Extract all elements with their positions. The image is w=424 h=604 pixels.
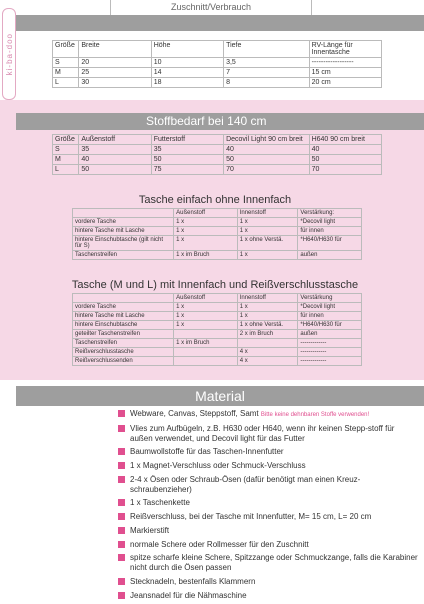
table-cell: 20: [79, 58, 151, 68]
table-cell: außen: [298, 330, 362, 339]
table-row: [73, 321, 362, 330]
table-header-cell: Futterstoff: [151, 135, 223, 145]
tasche2-title: Tasche (M und L) mit Innenfach und Reißverschlusstasche: [71, 279, 359, 291]
table-cell: -------------: [298, 348, 362, 357]
table-row: [73, 312, 362, 321]
table-header-row: [53, 41, 382, 58]
table-cell: 1 x: [237, 303, 298, 312]
table-cell: außen: [298, 251, 362, 260]
table-cell: 30: [79, 78, 151, 88]
pink-bullet-icon: [118, 527, 125, 534]
material-item: [118, 540, 418, 550]
table-row: [73, 303, 362, 312]
table-header-cell: [73, 294, 174, 303]
fabric-table: [52, 134, 382, 175]
stoffbedarf-bar: [16, 113, 424, 130]
table-cell: *Decovil light: [298, 303, 362, 312]
material-item: [118, 553, 418, 573]
pink-bullet-icon: [118, 448, 125, 455]
table-cell: Reißverschlusstasche: [73, 348, 174, 357]
table-cell: 15 cm: [309, 68, 381, 78]
table-cell: 2 x im Bruch: [237, 330, 298, 339]
table-header-cell: Größe: [53, 41, 79, 58]
table-cell: 1 x: [237, 251, 298, 260]
table-row: [73, 357, 362, 366]
material-item: [118, 447, 418, 457]
table-cell: M: [53, 68, 79, 78]
stoffbedarf-title: Stoffbedarf bei 140 cm: [146, 114, 267, 128]
table-cell: 7: [224, 68, 310, 78]
tasche2-table: [72, 293, 362, 366]
pink-bullet-icon: [118, 592, 125, 599]
size-table: [52, 40, 382, 88]
table-cell: L: [53, 78, 79, 88]
material-item-text: normale Schere oder Rollmesser für den Zuschnitt: [130, 539, 309, 549]
material-item: [118, 591, 418, 601]
table-cell: 1 x: [174, 303, 238, 312]
pink-bullet-icon: [118, 476, 125, 483]
table-row: [73, 218, 362, 227]
sidebar: [0, 0, 16, 100]
material-item: [118, 498, 418, 508]
table-row: [73, 330, 362, 339]
table-cell: für innen: [298, 312, 362, 321]
table-cell: 4 x: [237, 348, 298, 357]
table-cell: 1 x: [237, 227, 298, 236]
table-cell: 40: [224, 145, 310, 155]
table-cell: Reißverschlussenden: [73, 357, 174, 366]
table-header-cell: Breite: [79, 41, 151, 58]
table-header-row: [73, 209, 362, 218]
table-row: [73, 236, 362, 251]
pink-bullet-icon: [118, 554, 125, 561]
table-cell: 70: [224, 165, 310, 175]
table-row: [73, 251, 362, 260]
table-cell: 1 x im Bruch: [174, 339, 238, 348]
material-item-text: Stecknadeln, bestenfalls Klammern: [130, 576, 256, 586]
table-cell: 1 x ohne Verstä.: [237, 321, 298, 330]
table-cell: *H640/H630 für: [298, 321, 362, 330]
table-cell: 40: [79, 155, 151, 165]
material-item: [118, 424, 418, 444]
table-cell: 40: [309, 145, 381, 155]
material-item-note: Bitte keine dehnbaren Stoffe verwenden!: [260, 412, 370, 418]
table-header-cell: Größe: [53, 135, 79, 145]
table-cell: hintere Tasche mit Lasche: [73, 227, 174, 236]
material-item: [118, 577, 418, 587]
table-cell: 35: [79, 145, 151, 155]
table-cell: S: [53, 58, 79, 68]
table-cell: ------------------: [309, 58, 381, 68]
material-item-text: 1 x Magnet-Verschluss oder Schmuck-Verschluss: [130, 461, 306, 471]
material-item-text: Vlies zum Aufbügeln, z.B. H630 oder H640, wenn ihr keinen Stepp-stoff für außen verwendet, und Decovil light für das Futter: [130, 423, 395, 443]
brand-logo: ki-ba-doo: [2, 8, 16, 100]
table-cell: 10: [151, 58, 223, 68]
table-cell: -------------: [298, 339, 362, 348]
table-header-row: [53, 135, 382, 145]
table-row: [73, 348, 362, 357]
table-cell: 1 x: [174, 236, 238, 251]
table-cell: vordere Tasche: [73, 218, 174, 227]
table-header-cell: [73, 209, 174, 218]
table-cell: 1 x im Bruch: [174, 251, 238, 260]
table-cell: 1 x: [237, 312, 298, 321]
table-cell: 1 x: [174, 321, 238, 330]
table-cell: 25: [79, 68, 151, 78]
table-cell: *H640/H630 für: [298, 236, 362, 251]
table-cell: 14: [151, 68, 223, 78]
table-cell: Taschenstreifen: [73, 251, 174, 260]
table-cell: 20 cm: [309, 78, 381, 88]
table-row: [73, 339, 362, 348]
table-header-cell: Außenstoff: [79, 135, 151, 145]
material-item: [118, 461, 418, 471]
table-header-row: [73, 294, 362, 303]
pink-bullet-icon: [118, 410, 125, 417]
table-cell: 1 x: [174, 227, 238, 236]
pink-bullet-icon: [118, 425, 125, 432]
table-cell: 50: [309, 155, 381, 165]
tasche1-title: Tasche einfach ohne Innenfach: [138, 194, 292, 206]
table-cell: [237, 339, 298, 348]
table-header-cell: Außenstoff: [174, 209, 238, 218]
table-row: [73, 227, 362, 236]
material-item: [118, 512, 418, 522]
table-cell: -------------: [298, 357, 362, 366]
table-cell: 75: [151, 165, 223, 175]
table-cell: 1 x: [174, 218, 238, 227]
table-cell: 50: [151, 155, 223, 165]
pink-bullet-icon: [118, 462, 125, 469]
material-item: [118, 526, 418, 536]
table-cell: 70: [309, 165, 381, 175]
table-cell: geteilter Taschenstreifen: [73, 330, 174, 339]
table-header-cell: Höhe: [151, 41, 223, 58]
table-cell: hintere Einschubtasche: [73, 321, 174, 330]
material-item-text: 1 x Taschenkette: [130, 498, 190, 508]
material-list: [118, 409, 418, 604]
table-header-cell: Außenstoff: [174, 294, 238, 303]
material-bar: [16, 386, 424, 406]
table-row: [53, 78, 382, 88]
table-cell: 1 x ohne Verstä.: [237, 236, 298, 251]
table-header-cell: H640 90 cm breit: [309, 135, 381, 145]
table-header-cell: Decovil Light 90 cm breit: [224, 135, 310, 145]
table-row: [53, 145, 382, 155]
table-cell: 3,5: [224, 58, 310, 68]
material-item-text: 2-4 x Ösen oder Schraub-Ösen (dafür benötigt man einen Kreuz-schraubenzieher): [130, 474, 361, 494]
table-header-cell: Tiefe: [224, 41, 310, 58]
material-item: [118, 475, 418, 495]
table-cell: 1 x: [174, 312, 238, 321]
page-tab-label: Zuschnitt/Verbrauch: [110, 0, 312, 16]
table-cell: 35: [151, 145, 223, 155]
material-item-text: Reißverschluss, bei der Tasche mit Innenfutter, M= 15 cm, L= 20 cm: [130, 512, 372, 522]
table-cell: 18: [151, 78, 223, 88]
table-header-cell: Verstärkung:: [298, 209, 362, 218]
table-cell: 1 x: [237, 218, 298, 227]
table-cell: hintere Einschubtasche (gilt nicht für S): [73, 236, 174, 251]
material-item-text: Webware, Canvas, Steppstoff, Samt: [130, 409, 259, 418]
top-gray-bar: [16, 15, 424, 31]
tasche1-table: [72, 208, 362, 260]
table-cell: 50: [224, 155, 310, 165]
table-cell: [174, 357, 238, 366]
material-item: [118, 409, 418, 420]
pink-bullet-icon: [118, 578, 125, 585]
table-cell: 8: [224, 78, 310, 88]
pink-bullet-icon: [118, 541, 125, 548]
table-cell: L: [53, 165, 79, 175]
table-cell: *Decovil light: [298, 218, 362, 227]
table-cell: Taschenstreifen: [73, 339, 174, 348]
table-header-cell: Innenstoff: [237, 209, 298, 218]
table-cell: vordere Tasche: [73, 303, 174, 312]
table-row: [53, 58, 382, 68]
pink-bullet-icon: [118, 513, 125, 520]
table-cell: [174, 330, 238, 339]
material-item-text: Markierstift: [130, 525, 170, 535]
table-row: [53, 165, 382, 175]
table-row: [53, 68, 382, 78]
table-cell: [174, 348, 238, 357]
material-item-text: Jeansnadel für die Nähmaschine: [130, 590, 247, 600]
pink-bullet-icon: [118, 499, 125, 506]
table-header-cell: Verstärkung: [298, 294, 362, 303]
material-item-text: Baumwollstoffe für das Taschen-Innenfutter: [130, 447, 284, 457]
table-cell: für innen: [298, 227, 362, 236]
material-item-text: spitze scharfe kleine Schere, Spitzzange oder Schmuckzange, falls die Karabiner nicht durch die Ösen passen: [130, 553, 418, 573]
table-cell: S: [53, 145, 79, 155]
table-cell: 50: [79, 165, 151, 175]
table-cell: 4 x: [237, 357, 298, 366]
table-header-cell: Innenstoff: [237, 294, 298, 303]
table-row: [53, 155, 382, 165]
table-cell: M: [53, 155, 79, 165]
table-header-cell: RV-Länge für Innentasche: [309, 41, 381, 58]
table-cell: hintere Tasche mit Lasche: [73, 312, 174, 321]
material-title: Material: [195, 388, 245, 404]
